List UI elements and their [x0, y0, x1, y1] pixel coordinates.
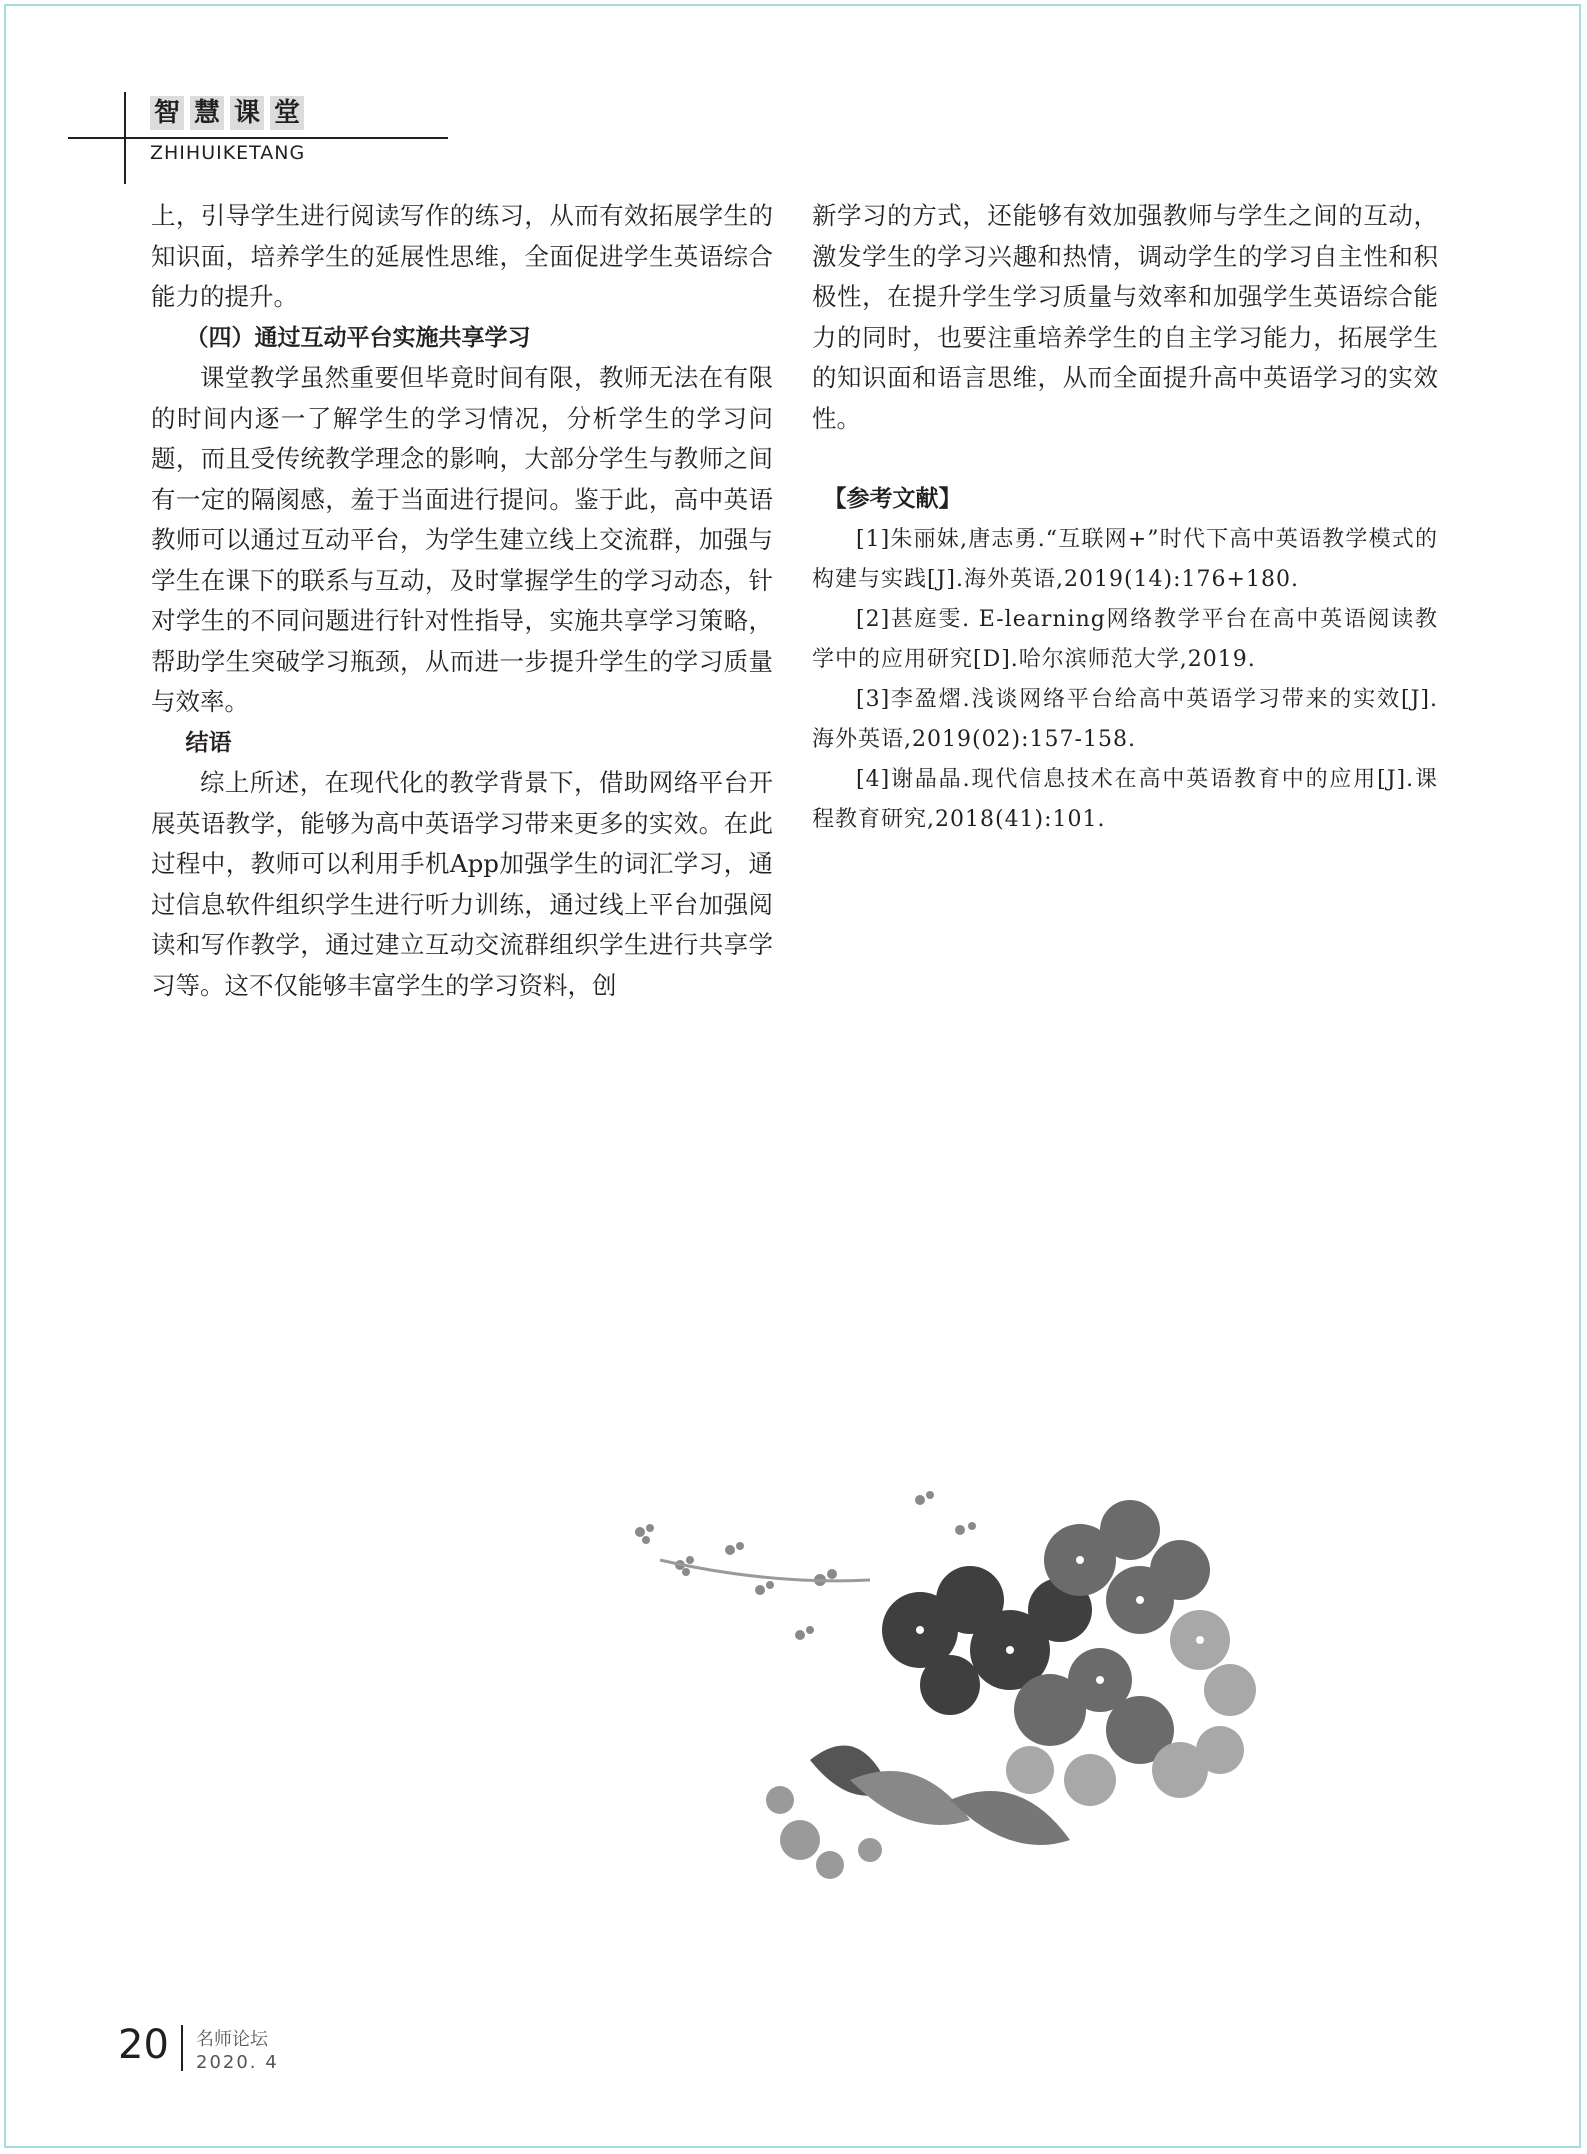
issue-date: 2020. 4 — [196, 2052, 279, 2073]
paragraph: 上，引导学生进行阅读写作的练习，从而有效拓展学生的知识面，培养学生的延展性思维，全面促进学生英语综合能力的提升。 — [151, 201, 773, 311]
conclusion-heading: 结语 — [185, 729, 232, 756]
section-title-char: 慧 — [190, 96, 224, 130]
section-title-char: 堂 — [270, 96, 304, 130]
right-column — [812, 196, 1438, 840]
references-title: 【参考文献】 — [823, 486, 962, 512]
magazine-name: 名师论坛 — [196, 2029, 268, 2050]
section-title-char: 课 — [230, 96, 264, 130]
page-number: 20 — [118, 2022, 169, 2068]
reference-item: [1]朱丽妹,唐志勇.“互联网+”时代下高中英语教学模式的构建与实践[J].海外英语,2019(14):176+180. — [812, 526, 1438, 592]
header-horizontal-rule — [68, 137, 448, 139]
section-heading: （四）通过互动平台实施共享学习 — [185, 324, 531, 351]
paragraph: 课堂教学虽然重要但毕竟时间有限，教师无法在有限的时间内逐一了解学生的学习情况，分析学生的学习问题，而且受传统教学理念的影响，大部分学生与教师之间有一定的隔阂感，羞于当面进行提问。鉴于此，高中英语教师可以通过互动平台，为学生建立线上交流群，加强与学生在课下的联系与互动，及时掌握学生的学习动态，针对学生的不同问题进行针对性指导，实施共享学习策略，帮助学生突破学习瓶颈，从而进一步提升学生的学习质量与效率。 — [151, 363, 773, 716]
section-subtitle: ZHIHUIKETANG — [150, 142, 306, 164]
paragraph: 新学习的方式，还能够有效加强教师与学生之间的互动，激发学生的学习兴趣和热情，调动学生的学习自主性和积极性，在提升学生学习质量与效率和加强学生英语综合能力的同时，也要注重培养学生的自主学习能力，拓展学生的知识面和语言思维，从而全面提升高中英语学习的实效性。 — [812, 201, 1438, 433]
reference-item: [3]李盈熠.浅谈网络平台给高中英语学习带来的实效[J].海外英语,2019(02):157-158. — [812, 686, 1438, 752]
flower-illustration — [620, 1470, 1320, 1890]
reference-item: [4]谢晶晶.现代信息技术在高中英语教育中的应用[J].课程教育研究,2018(41):101. — [812, 766, 1438, 832]
paragraph: 综上所述，在现代化的教学背景下，借助网络平台开展英语教学，能够为高中英语学习带来更多的实效。在此过程中，教师可以利用手机App加强学生的词汇学习，通过信息软件组织学生进行听力训练，通过线上平台加强阅读和写作教学，通过建立互动交流群组织学生进行共享学习等。这不仅能够丰富学生的学习资料，创 — [151, 768, 773, 1000]
section-title — [150, 96, 304, 130]
reference-item: [2]甚庭雯. E-learning网络教学平台在高中英语阅读教学中的应用研究[D].哈尔滨师范大学,2019. — [812, 606, 1438, 672]
left-column — [151, 196, 773, 1006]
footer-rule — [181, 2025, 183, 2071]
section-title-char: 智 — [150, 96, 184, 130]
